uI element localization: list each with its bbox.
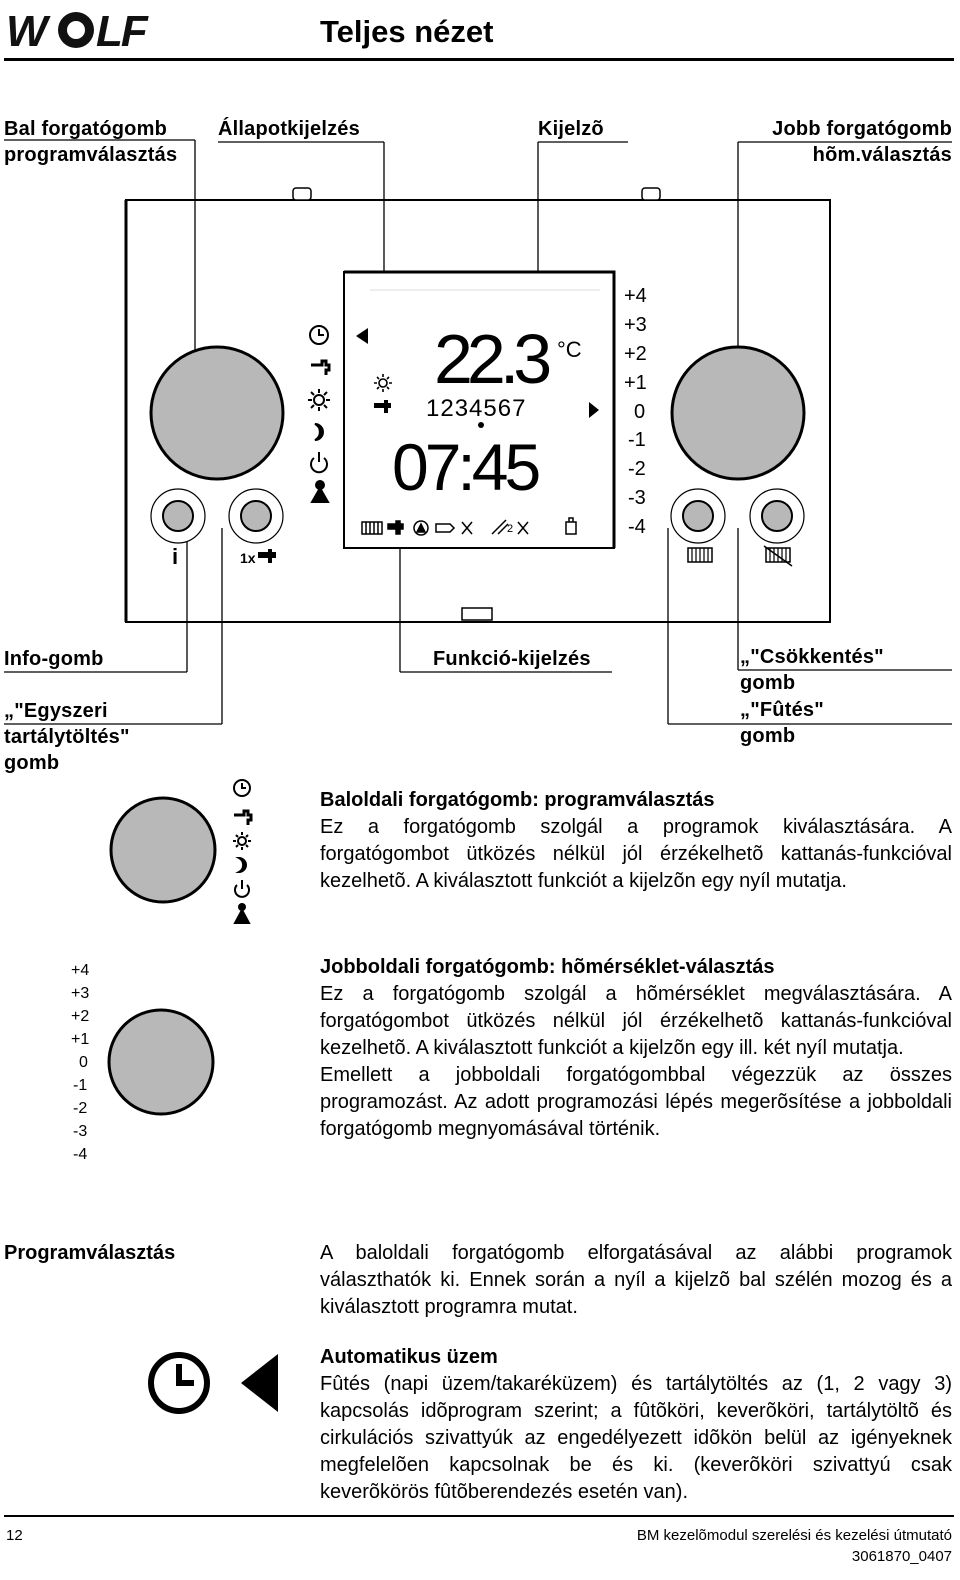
clock-icon (234, 780, 250, 796)
svg-text:-1: -1 (628, 429, 646, 451)
lcd-display (344, 272, 614, 548)
time-readout: 07:45 (392, 430, 538, 504)
svg-text:+2: +2 (624, 343, 647, 365)
program-selection-label: Programválasztás (4, 1242, 176, 1264)
left-knob-illustration (100, 775, 270, 935)
temperature-scale (624, 285, 647, 538)
program-symbols (308, 326, 330, 502)
svg-text:-3: -3 (73, 1123, 88, 1140)
auto-mode-symbol (140, 1340, 290, 1430)
radiator-icon (688, 548, 712, 562)
clock-icon-large (151, 1355, 207, 1411)
selection-arrow-icon (241, 1354, 278, 1412)
right-knob-section: Jobboldali forgatógomb: hõmérséklet-választás Ez a forgatógomb szolgál a hõmérséklet megválasztására. A forgatógombot ütközés nélkül jól érzékelhetõ kattanás-funkcióval kezelhetõ. A kiválasztott funkciót a kijelzõn egy ill. két nyíl mutatja. Emellett a jobboldali forgatógombbal végezzük az összes programozást. Az adott programozási lépés megerõsítése a jobboldali forgatógomb megnyomásával történik. (320, 956, 952, 1140)
day-marker (478, 422, 484, 428)
svg-text:W: W (6, 7, 46, 54)
right-knob[interactable] (672, 347, 804, 479)
page-number: 12 (6, 1527, 23, 1544)
svg-text:1x: 1x (240, 550, 256, 566)
right-knob-illustration (60, 955, 230, 1165)
svg-text:+2: +2 (71, 1008, 90, 1025)
day-indicators: 1234567 (426, 395, 527, 422)
left-knob[interactable] (151, 347, 283, 479)
info-symbol: i (172, 544, 179, 569)
document-code: 3061870_0407 (851, 1548, 952, 1565)
power-icon (235, 880, 249, 897)
label-function-display: Funkció-kijelzés (433, 648, 591, 670)
svg-text:+1: +1 (624, 372, 647, 394)
auto-mode-section: Automatikus üzem Fûtés (napi üzem/takaréküzem) és tartálytöltés az (1, 2 vagy 3) kapcsolás idõprogram szerint; a fûtõköri, keverõköri, tartálytöltõ és cirkulációs szivattyúk az engedélyezett idõkön belül az igényeknek megfelelõen kapcsolnak be és ki. (keverõköri szivattyú csak keverõkörös fûtõberendezés esetén van). (320, 1346, 952, 1503)
manual-title: BM kezelõmodul szerelési és kezelési útmutató (636, 1527, 952, 1544)
label-left-knob: Bal forgatógomb programválasztás (4, 118, 178, 166)
svg-text:+3: +3 (624, 314, 647, 336)
svg-text:-4: -4 (628, 516, 646, 538)
power-icon (311, 452, 327, 472)
label-right-knob: Jobb forgatógomb hõm.választás (772, 118, 952, 166)
svg-text:+1: +1 (71, 1031, 90, 1048)
label-display: Kijelzõ (538, 118, 604, 140)
svg-text:+4: +4 (624, 285, 647, 307)
temperature-readout: 22.3 (434, 320, 547, 398)
chimney-sweep-icon (312, 481, 328, 502)
label-once-button: „"Egyszeri tartálytöltés" gomb (4, 700, 130, 774)
svg-text:0: 0 (634, 401, 646, 423)
label-reduce-button: „"Csökkentés" gomb (740, 646, 884, 694)
footer-rule (4, 1515, 954, 1517)
tap-icon (234, 811, 251, 825)
knob-right-small (109, 1010, 213, 1114)
clock-icon (310, 326, 328, 344)
svg-text:LF: LF (96, 7, 146, 54)
once-tank-button[interactable] (229, 489, 283, 543)
tap-icon (311, 361, 329, 375)
info-button[interactable] (151, 489, 205, 543)
chimney-sweep-icon (235, 904, 249, 923)
sun-icon (308, 389, 330, 411)
left-knob-section: Baloldali forgatógomb: programválasztás Ez a forgatógomb szolgál a programok kiválasztására. A forgatógombot ütközés nélkül jól érzékelhetõ kattanás-funkcióval kezelhetõ. A kiválasztott funkciót a kijelzõn egy nyíl mutatja. (320, 789, 952, 892)
svg-text:-2: -2 (628, 458, 646, 480)
svg-text:+4: +4 (71, 962, 90, 979)
reduce-button[interactable] (671, 489, 725, 543)
mixer-number: 2 (507, 523, 514, 535)
temperature-scale-small (71, 962, 89, 1163)
program-intro: A baloldali forgatógomb elforgatásával az alábbi programok választhatók ki. Ennek során a nyíl a kijelzõ bal szélén mozog és a kiválasztott programra mutat. (320, 1242, 952, 1318)
radiator-reduced-icon (764, 546, 792, 566)
knob-left-small (111, 798, 215, 902)
once-tank-symbol (240, 549, 276, 566)
svg-text:+3: +3 (71, 985, 90, 1002)
heat-button[interactable] (750, 489, 804, 543)
label-status: Állapotkijelzés (218, 118, 360, 140)
sun-icon (233, 832, 251, 850)
svg-text:-3: -3 (628, 487, 646, 509)
moon-icon (239, 858, 246, 872)
svg-text:0: 0 (79, 1054, 88, 1071)
moon-icon (315, 424, 323, 440)
label-heat-button: „"Fûtés" gomb (740, 699, 824, 747)
svg-text:-4: -4 (73, 1146, 88, 1163)
temperature-unit: °C (557, 337, 582, 362)
label-info-button: Info-gomb (4, 648, 104, 670)
svg-text:-2: -2 (73, 1100, 88, 1117)
page-title: Teljes nézet (320, 14, 494, 49)
svg-text:-1: -1 (73, 1077, 88, 1094)
